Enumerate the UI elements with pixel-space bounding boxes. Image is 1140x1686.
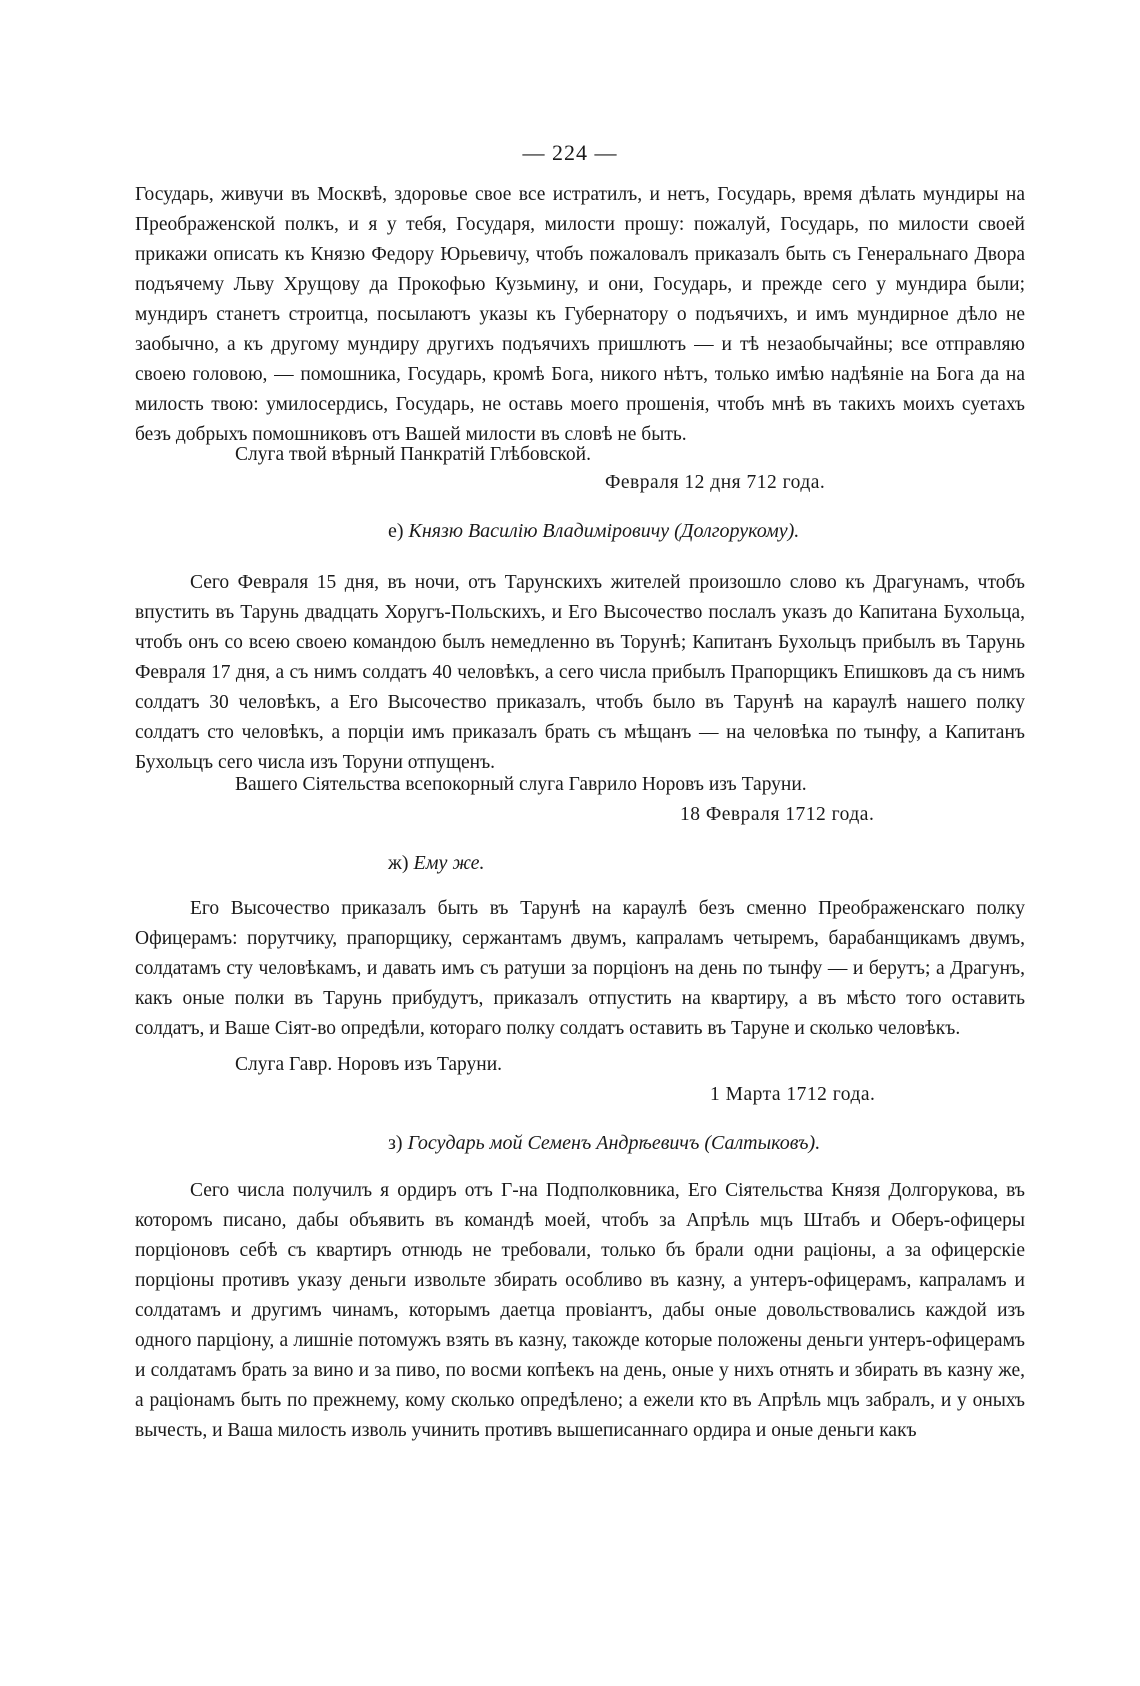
paragraph-section-e: Сего Февраля 15 дня, въ ночи, отъ Тарунскихъ жителей произошло слово къ Драгунамъ, чтобъ впустить въ Тарунь двадцать Хоругъ-Польскихъ, и Его Высочество послалъ указъ до Капитана Бухольца, чтобъ онъ со всею своею командою былъ немедленно въ Торунѣ; Капитанъ Бухольцъ прибылъ въ Тарунь Февраля 17 дня, а съ нимъ солдатъ 40 человѣкъ, а сего числа прибылъ Прапорщикъ Епишковъ да съ нимъ солдатъ 30 человѣкъ, а Его Высочество приказалъ, чтобъ было въ Тарунѣ на караулѣ нашего полку солдатъ сто человѣкъ, а порціи имъ приказалъ брать съ мѣщанъ — на человѣка по тынфу, а Капитанъ Бухольцъ сего числа изъ Торуни отпущенъ. [135, 572, 1025, 773]
section-title-z: Государь мой Семенъ Андрѣевичъ (Салтыковъ). [407, 1132, 821, 1154]
paragraph-continuation: Государь, живучи въ Москвѣ, здоровье свое все истратилъ, и нетъ, Государь, время дѣлать мундиры на Преображенской полкъ, и я у тебя, Государя, милости прошу: пожалуй, Государь, по милости своей прикажи описать къ Князю Федору Юрьевичу, чтобъ пожаловалъ приказалъ быть съ Генеральнаго Двора подъячему Льву Хрущову да Прокофью Кузьмину, и они, Государь, и прежде сего у мундира были; мундиръ станетъ строитца, посылаютъ указы къ Губернатору о подъячихъ, и имъ мундирное дѣло не заобычно, а къ другому мундиру другихъ подъячихъ пришлютъ — и тѣ незаобычайны; все отправляю своею головою, — помошника, Государь, кромѣ Бога, никого нѣтъ, только имѣю надѣяніе на Бога да на милость твою: умилосердись, Государь, не оставь моего прошенія, чтобъ мнѣ въ такихъ моихъ суетахъ безъ добрыхъ помошниковъ отъ Вашей милости въ словѣ не быть. [135, 184, 1025, 445]
heading-section-zh [388, 848, 485, 878]
heading-section-z [388, 1128, 820, 1158]
page-number: — 224 — [522, 140, 618, 165]
heading-section-e [388, 516, 799, 546]
date-february-12: Февраля 12 дня 712 года. [605, 472, 826, 493]
date-march-1: 1 Марта 1712 года. [710, 1084, 876, 1105]
section-title-e: Князю Василію Владиміровичу (Долгорукому). [408, 520, 800, 542]
signature-norov-2: Слуга Гавр. Норовъ изъ Таруни. [235, 1054, 503, 1075]
signature-norov-1: Вашего Сіятельства всепокорный слуга Гаврило Норовъ изъ Таруни. [235, 774, 807, 795]
section-continuation [135, 180, 1025, 450]
section-title-zh: Ему же. [413, 852, 485, 874]
signature-glebovskoy: Слуга твой вѣрный Панкратій Глѣбовской. [235, 444, 591, 465]
paragraph-section-z: Сего числа получилъ я ордиръ отъ Г-на Подполковника, Его Сіятельства Князя Долгорукова, въ которомъ писано, дабы объявить въ командѣ моей, чтобъ за Апрѣль мцъ Штабъ и Оберъ-офицеры порціоновъ себѣ съ квартиръ отнюдь не требовали, только бъ брали одни раціоны, а за офицерскіе порціоны противъ указу деньги извольте збирать особливо въ казну, а унтеръ-офицерамъ, капраламъ и солдатамъ и другимъ чинамъ, которымъ даетца провіантъ, дабы оные довольствовались каждой изъ одного парціону, а лишніе потомужъ взять въ казну, такожде которые положены деньги унтеръ-офицерамъ и солдатамъ брать за вино и за пиво, по восми копѣекъ на день, оные у нихъ отнять и збирать въ казну же, а раціонамъ быть по прежнему, кому сколько опредѣлено; а ежели кто въ Апрѣль мцъ забралъ, и у оныхъ вычесть, и Ваша милость изволь учинить противъ вышеписаннаго ордира и оные деньги какъ [135, 1180, 1025, 1441]
section-letter-zh: ж) [388, 852, 409, 874]
paragraph-section-zh: Его Высочество приказалъ быть въ Тарунѣ на караулѣ безъ сменно Преображенскаго полку Офицерамъ: порутчику, прапорщику, сержантамъ двумъ, капраламъ четыремъ, барабанщикамъ двумъ, солдатамъ сту человѣкамъ, и давать имъ съ ратуши за порціонъ на день по тынфу — и берутъ; а Драгунъ, какъ оные полки въ Тарунь прибудутъ, приказалъ отпустить на квартиру, а въ мѣсто того оставить солдатъ, и Ваше Сіят-во опредѣли, котораго полку солдатъ оставить въ Таруне и сколько человѣкъ. [135, 898, 1025, 1039]
section-e-body [135, 568, 1025, 778]
date-february-18: 18 Февраля 1712 года. [680, 804, 875, 825]
section-letter-z: з) [388, 1132, 403, 1154]
section-letter-e: е) [388, 520, 404, 542]
section-zh-body [135, 894, 1025, 1044]
section-z-body [135, 1176, 1025, 1446]
